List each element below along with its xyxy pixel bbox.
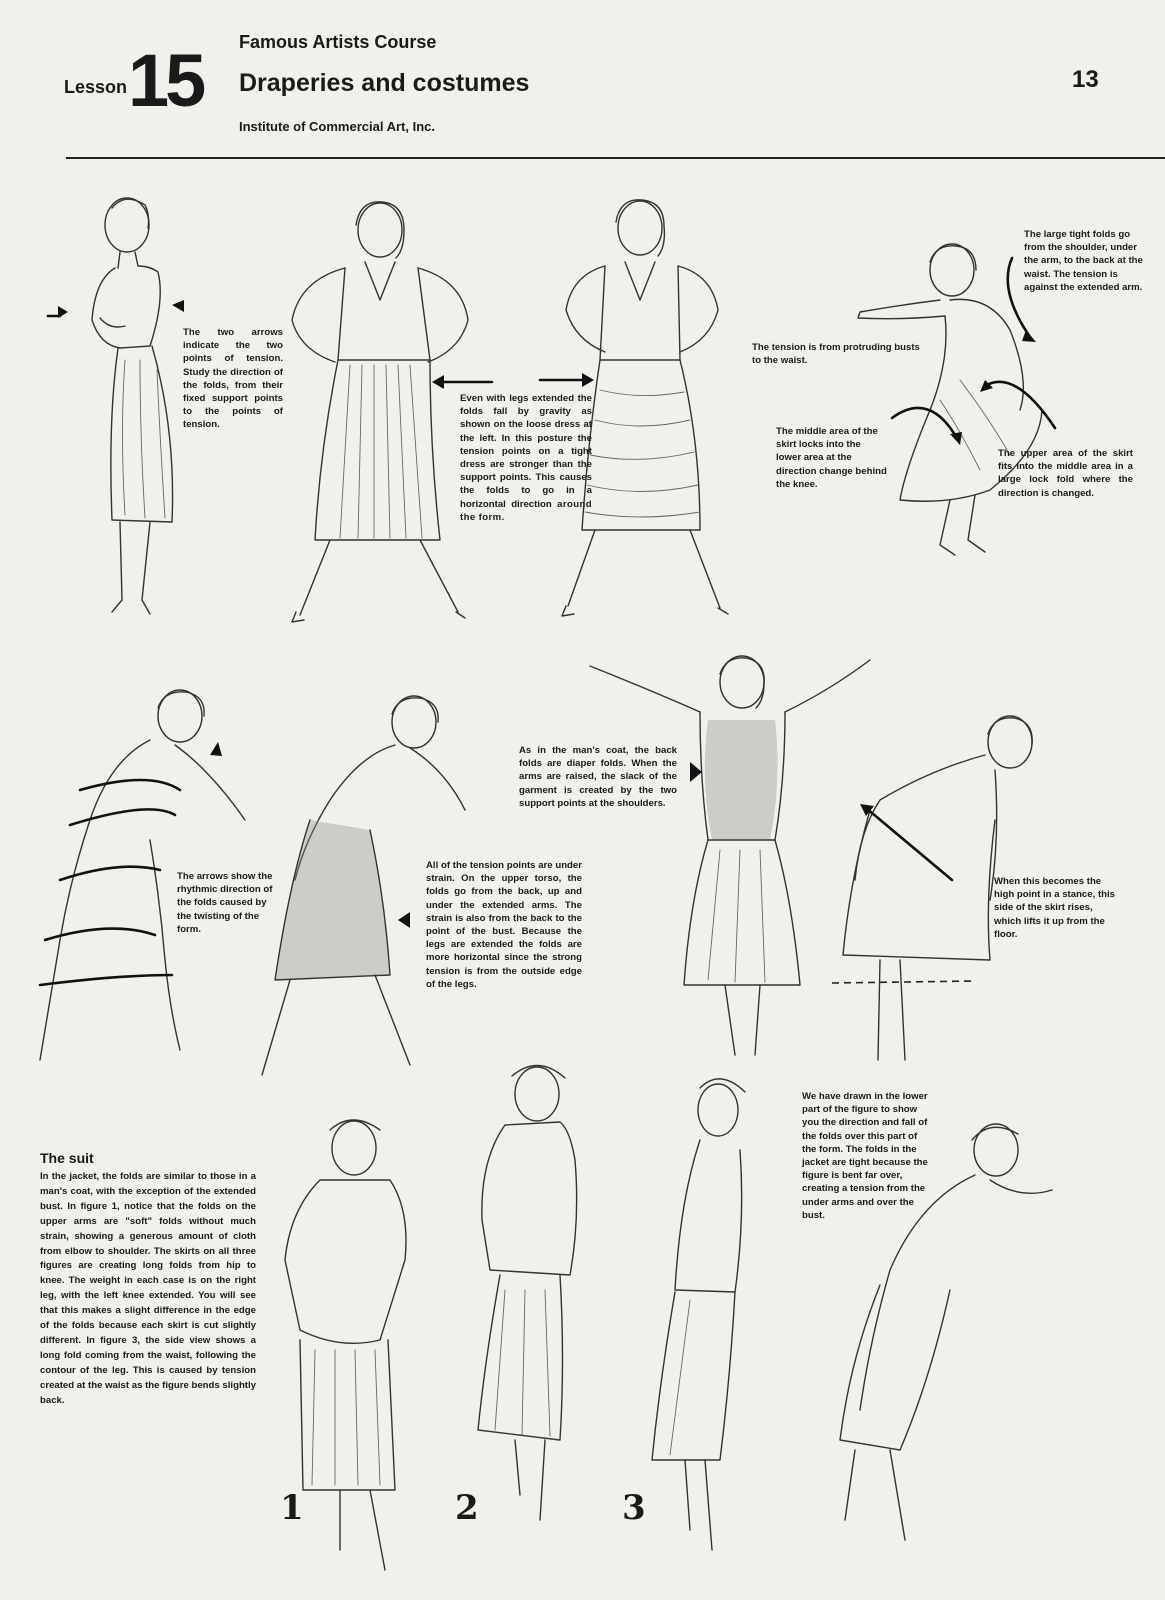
- page-title: Draperies and costumes: [239, 69, 530, 97]
- figure-suit-3: [652, 1079, 745, 1550]
- lesson-number: 15: [128, 39, 203, 122]
- caption-large-tight-folds: The large tight folds go from the shoulder, under the arm, to the back at the waist. The tension is against the extended arm.: [1024, 229, 1143, 293]
- figure-number-2: 2: [455, 1488, 479, 1528]
- figure-number-3: 3: [622, 1488, 646, 1528]
- caption-legs-extended: [460, 392, 592, 524]
- figure-loose-dress: [292, 202, 468, 622]
- caption-high-point: When this becomes the high point in a stance, this side of the skirt rises, which lifts it up from the floor.: [994, 876, 1115, 940]
- course-name: Famous Artists Course: [239, 32, 437, 52]
- tension-arrows-row1: [48, 300, 594, 389]
- caption-protruding-busts: The tension is from protruding busts to the waist.: [752, 342, 920, 367]
- caption-two-arrows: The two arrows indicate the two points of tension. Study the direction of the folds, from their fixed support points to the points of tension.: [183, 327, 283, 431]
- caption-legs-extended-end: around the form.: [460, 498, 593, 523]
- caption-middle-area: The middle area of the skirt locks into the lower area at the direction change behind the knee.: [776, 426, 887, 490]
- page-number: 13: [1072, 66, 1099, 93]
- figure-suit-2: [478, 1065, 577, 1520]
- figure-back-arms-raised: [590, 656, 870, 1055]
- suit-body-text: In the jacket, the folds are similar to those in a man's coat, with the exception of the extended bust. In figure 1, notice that the folds on the upper arms are "soft" folds without much strain, showing a generous amount of cloth from elbow to shoulder. The skirts on all three figures are creating long folds from hip to knee. The weight in each case is on the right leg, with the left knee extended. You will see that this makes a slight difference in the edge of the folds because each skirt is cut slightly different. In figure 3, the side view shows a long fold coming from the waist, following the contour of the leg. This is caused by tension created at the waist as the figure bends slightly back.: [40, 1171, 256, 1406]
- figure-side-view-dress: [92, 198, 173, 614]
- figure-number-1: 1: [280, 1488, 304, 1528]
- caption-lower-part: We have drawn in the lower part of the figure to show you the direction and fall of the folds over this part of the form. The folds in the jacket are tight because the figure is bent far over, creating a tension from the under arms and over the bust.: [802, 1091, 928, 1221]
- caption-legs-extended-main: Even with legs extended the folds fall by gravity as shown on the loose dress at the left. In this posture the tension points on a tight dress are stronger than the support points. This causes the folds to go in a horizontal direction: [460, 393, 592, 510]
- suit-heading: The suit: [40, 1150, 94, 1166]
- lesson-label: Lesson: [64, 77, 128, 97]
- institute-name: Institute of Commercial Art, Inc.: [239, 119, 435, 134]
- caption-mans-coat: As in the man's coat, the back folds are diaper folds. When the arms are raised, the slack of the garment is created by the two support points at the shoulders.: [519, 745, 677, 809]
- caption-rhythmic: The arrows show the rhythmic direction of the folds caused by the twisting of the form.: [177, 871, 273, 935]
- caption-upper-area: The upper area of the skirt fits into the middle area in a large lock fold where the direction is changed.: [998, 448, 1133, 499]
- caption-tension-strain: All of the tension points are under strain. On the upper torso, the folds go from the back, up and under the extended arms. The strain is also from the back to the point of the bust. Because the legs are extended the folds are more horizontal since the strong tension is from the outside edge of the legs.: [426, 860, 582, 990]
